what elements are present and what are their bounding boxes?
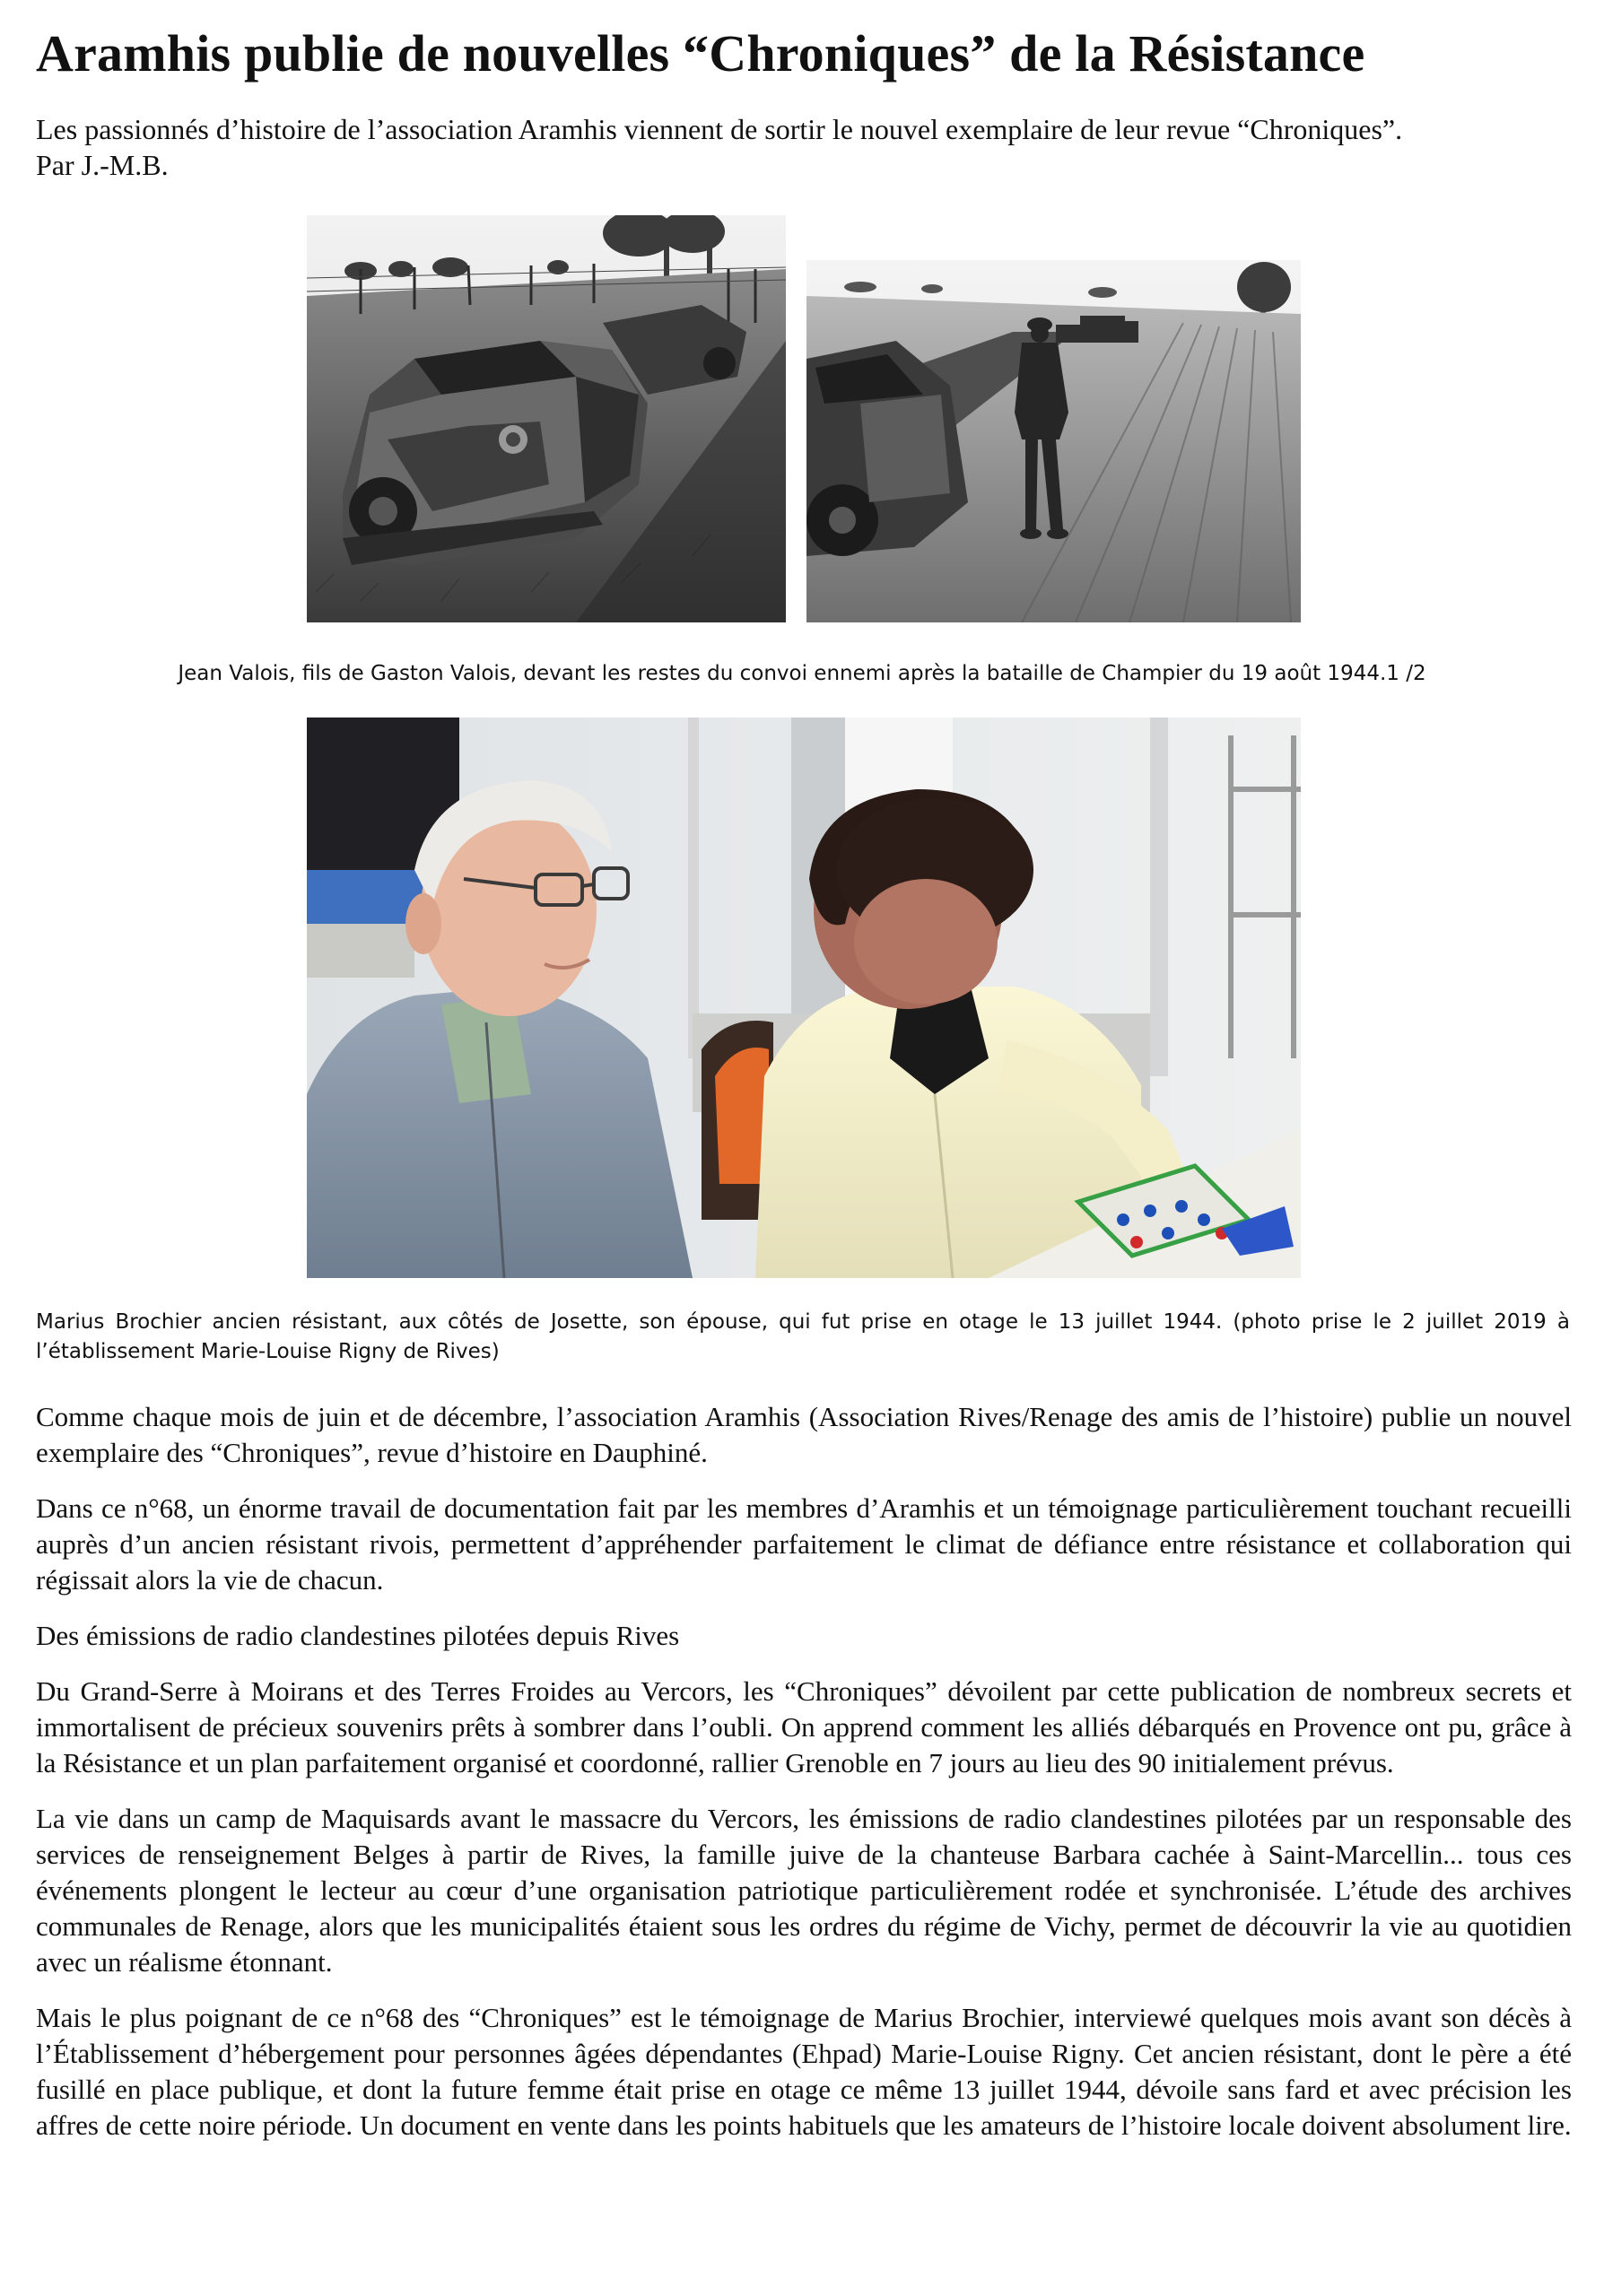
body-paragraph-1: Comme chaque mois de juin et de décembre, l’association Aramhis (Association Rives/Renage des amis de l’histoire) publie un nouvel exemplaire des “Chroniques”, revue d’histoire en Dauphiné. bbox=[36, 1401, 1572, 1468]
body-paragraph-2: Dans ce n°68, un énorme travail de documentation fait par les membres d’Aramhis et un témoignage particulièrement touchant recueilli auprès d’un ancien résistant rivois, permettent d’appréhender parfaitement le climat de défiance entre résistance et collaboration qui régissait alors la vie de chacun. bbox=[36, 1492, 1572, 1596]
burned-car-illustration bbox=[307, 215, 786, 622]
article-lead bbox=[36, 111, 1579, 183]
lead-text: Les passionnés d’histoire de l’association Aramhis viennent de sortir le nouvel exemplaire de leur revue “Chroniques”. bbox=[36, 113, 1403, 145]
photo-caption-1: Jean Valois, fils de Gaston Valois, devant les restes du convoi ennemi après la bataille de Champier du 19 août 1944.1 /2 bbox=[178, 662, 1426, 685]
convoy-field-illustration bbox=[806, 260, 1301, 622]
section-subheading: Des émissions de radio clandestines pilotées depuis Rives bbox=[36, 1620, 680, 1651]
elderly-couple-illustration bbox=[307, 718, 1301, 1278]
body-paragraph-4: La vie dans un camp de Maquisards avant le massacre du Vercors, les émissions de radio clandestines pilotées par un responsable des services de renseignement Belges à partir de Rives, la famille juive de la chanteuse Barbara cachée à Saint-Marcellin... tous ces événements plongent le lecteur au cœur d’une organisation patriotique particulièrement rodée et synchronisée. L’étude des archives communales de Renage, alors que les municipalités étaient sous les ordres du régime de Vichy, permet de découvrir la vie au quotidien avec un réalisme étonnant. bbox=[36, 1803, 1572, 1978]
elderly-couple-photo bbox=[307, 718, 1301, 1278]
article-body bbox=[36, 1399, 1572, 2163]
article-title: Aramhis publie de nouvelles “Chroniques” de la Résistance bbox=[36, 24, 1365, 83]
body-paragraph-5: Mais le plus poignant de ce n°68 des “Chroniques” est le témoignage de Marius Brochier, interviewé quelques mois avant son décès à l’Établissement d’hébergement pour personnes âgées dépendantes (Ehpad) Marie-Louise Rigny. Cet ancien résistant, dont le père a été fusillé en place publique, et dont la future femme était prise en otage ce même 13 juillet 1944, dévoile sans fard et avec précision les affres de cette noire période. Un document en vente dans les points habituels que les amateurs de l’histoire locale doivent absolument lire. bbox=[36, 2002, 1572, 2141]
convoy-field-photo bbox=[806, 260, 1301, 622]
byline: Par J.-M.B. bbox=[36, 149, 169, 181]
burned-car-photo bbox=[307, 215, 786, 622]
body-paragraph-3: Du Grand-Serre à Moirans et des Terres Froides au Vercors, les “Chroniques” dévoilent par cette publication de nombreux secrets et immortalisent de précieux souvenirs prêts à sombrer dans l’oubli. On apprend comment les alliés débarqués en Provence ont pu, grâce à la Résistance et un plan parfaitement organisé et coordonné, rallier Grenoble en 7 jours au lieu des 90 initialement prévus. bbox=[36, 1675, 1572, 1779]
photo-caption-2: Marius Brochier ancien résistant, aux côtés de Josette, son épouse, qui fut prise en otage le 13 juillet 1944. (photo prise le 2 juillet 2019 à l’établissement Marie-Louise Rigny de Rives) bbox=[36, 1310, 1570, 1363]
